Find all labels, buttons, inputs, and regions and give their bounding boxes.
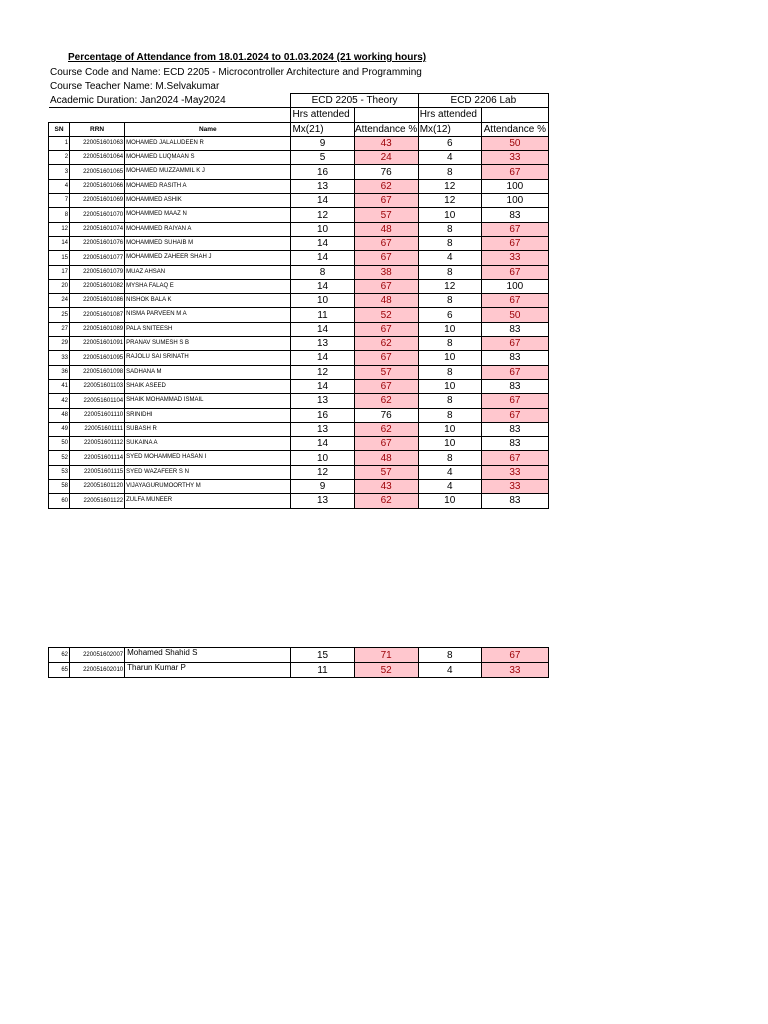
theory-hrs-cell: 9: [291, 136, 354, 150]
sn-cell: 2: [49, 151, 70, 165]
theory-pct-cell: 67: [354, 351, 418, 365]
student-name-cell: NISHOK BALA K: [125, 294, 291, 308]
lab-pct-cell: 100: [481, 179, 548, 193]
student-name-cell: MOHAMMED ZAHEER SHAH J: [125, 251, 291, 265]
theory-hrs-cell: 8: [291, 265, 354, 279]
rrn-cell: 220051601095: [70, 351, 125, 365]
table-row: [49, 251, 549, 265]
rrn-cell: 220051601074: [70, 222, 125, 236]
rrn-cell: 220051601077: [70, 251, 125, 265]
theory-pct-cell: 38: [354, 265, 418, 279]
theory-hrs-cell: 14: [291, 236, 354, 250]
sn-cell: 48: [49, 408, 70, 422]
rrn-cell: 220051601069: [70, 194, 125, 208]
theory-hrs-cell: 16: [291, 165, 354, 179]
theory-pct-cell: 57: [354, 365, 418, 379]
theory-pct-cell: 67: [354, 236, 418, 250]
lab-hrs-cell: 10: [418, 208, 481, 222]
rrn-cell: 220051601086: [70, 294, 125, 308]
sn-cell: 52: [49, 451, 70, 465]
sn-cell: 65: [49, 663, 70, 678]
theory-pct-cell: 62: [354, 494, 418, 508]
sn-cell: 62: [49, 648, 70, 663]
theory-hrs-cell: 16: [291, 408, 354, 422]
student-name-cell: MOHAMED MUZZAMMIL K J: [125, 165, 291, 179]
student-name-cell: MOHAMMED MAAZ N: [125, 208, 291, 222]
theory-hrs-attended-header: Hrs attended: [291, 108, 354, 122]
lab-hrs-cell: 8: [418, 365, 481, 379]
table-row: [49, 480, 549, 494]
lab-hrs-cell: 8: [418, 236, 481, 250]
lab-hrs-cell: 8: [418, 648, 481, 663]
theory-hrs-cell: 11: [291, 308, 354, 322]
lab-pct-cell: 50: [481, 308, 548, 322]
header-blank: [49, 108, 291, 122]
lab-hrs-cell: 4: [418, 251, 481, 265]
table-row: [49, 648, 549, 663]
sn-cell: 15: [49, 251, 70, 265]
rrn-cell: 220051601122: [70, 494, 125, 508]
lab-hrs-cell: 8: [418, 294, 481, 308]
student-name-cell: MOHAMED RASITH A: [125, 179, 291, 193]
table-row: [49, 308, 549, 322]
student-name-cell: SUKAINA A: [125, 437, 291, 451]
sn-cell: 4: [49, 179, 70, 193]
lab-hrs-cell: 4: [418, 465, 481, 479]
lab-pct-header: Attendance %: [481, 122, 548, 136]
theory-hrs-cell: 14: [291, 322, 354, 336]
sn-cell: 29: [49, 337, 70, 351]
theory-hrs-cell: 10: [291, 294, 354, 308]
theory-pct-cell: 67: [354, 437, 418, 451]
lab-hrs-cell: 10: [418, 379, 481, 393]
theory-hrs-cell: 14: [291, 437, 354, 451]
table-row: [49, 322, 549, 336]
student-name-cell: Tharun Kumar P: [125, 663, 291, 678]
student-name-cell: SYED WAZAFEER S N: [125, 465, 291, 479]
rrn-cell: 220051601076: [70, 236, 125, 250]
rrn-cell: 220051601114: [70, 451, 125, 465]
lab-pct-cell: 83: [481, 379, 548, 393]
theory-pct-cell: 76: [354, 165, 418, 179]
theory-hrs-cell: 14: [291, 279, 354, 293]
lab-pct-cell: 50: [481, 136, 548, 150]
rrn-cell: 220051601115: [70, 465, 125, 479]
table-row: [49, 351, 549, 365]
lab-hrs-cell: 10: [418, 422, 481, 436]
lab-hrs-cell: 6: [418, 136, 481, 150]
sn-cell: 49: [49, 422, 70, 436]
table-row: [49, 437, 549, 451]
theory-max-header: Mx(21): [291, 122, 354, 136]
theory-pct-cell: 24: [354, 151, 418, 165]
table-row: [49, 451, 549, 465]
lab-pct-cell: 33: [481, 465, 548, 479]
theory-pct-cell: 52: [354, 663, 418, 678]
table-row: [49, 151, 549, 165]
table-row: [49, 365, 549, 379]
rrn-cell: 220051601103: [70, 379, 125, 393]
rrn-cell: 220051601082: [70, 279, 125, 293]
lab-pct-cell: 67: [481, 337, 548, 351]
table-row: [49, 165, 549, 179]
theory-hrs-cell: 11: [291, 663, 354, 678]
student-name-cell: MYSHA FALAQ E: [125, 279, 291, 293]
theory-pct-cell: 67: [354, 279, 418, 293]
student-name-cell: VIJAYAGURUMOORTHY M: [125, 480, 291, 494]
table-row: [49, 422, 549, 436]
lab-section-header: ECD 2206 Lab: [418, 94, 548, 108]
theory-pct-cell: 43: [354, 136, 418, 150]
attendance-title: Percentage of Attendance from 18.01.2024 to 01.03.2024 (21 working hours): [68, 52, 427, 63]
rrn-cell: 220051601063: [70, 136, 125, 150]
student-name-cell: Mohamed Shahid S: [125, 648, 291, 663]
rrn-cell: 220051601111: [70, 422, 125, 436]
lab-hrs-cell: 8: [418, 408, 481, 422]
lab-hrs-cell: 4: [418, 480, 481, 494]
table-row: [49, 236, 549, 250]
sn-cell: 25: [49, 308, 70, 322]
lab-pct-cell: 83: [481, 494, 548, 508]
lab-pct-cell: 33: [481, 663, 548, 678]
theory-pct-cell: 52: [354, 308, 418, 322]
academic-duration: Academic Duration: Jan2024 -May2024: [50, 95, 226, 106]
sn-cell: 53: [49, 465, 70, 479]
student-name-cell: MOHAMED JALALUDEEN R: [125, 136, 291, 150]
lab-hrs-cell: 10: [418, 351, 481, 365]
student-name-cell: MUAZ AHSAN: [125, 265, 291, 279]
student-name-cell: SHAIK MOHAMMAD ISMAIL: [125, 394, 291, 408]
student-name-cell: MOHAMMED SUHAIB M: [125, 236, 291, 250]
theory-pct-cell: 62: [354, 337, 418, 351]
sn-cell: 50: [49, 437, 70, 451]
theory-hrs-cell: 13: [291, 394, 354, 408]
rrn-cell: 220051601089: [70, 322, 125, 336]
lab-pct-cell: 83: [481, 351, 548, 365]
sn-cell: 36: [49, 365, 70, 379]
theory-pct-cell: 62: [354, 422, 418, 436]
theory-section-header: ECD 2205 - Theory: [291, 94, 418, 108]
lab-pct-cell: 100: [481, 279, 548, 293]
theory-pct-cell: 62: [354, 179, 418, 193]
lab-hrs-cell: 4: [418, 663, 481, 678]
lab-pct-cell: 67: [481, 265, 548, 279]
theory-hrs-cell: 10: [291, 222, 354, 236]
table-row: [49, 136, 549, 150]
table-row: [49, 179, 549, 193]
theory-pct-cell: 43: [354, 480, 418, 494]
theory-pct-cell: 48: [354, 294, 418, 308]
sn-cell: 12: [49, 222, 70, 236]
lab-hrs-cell: 8: [418, 451, 481, 465]
student-name-cell: PRANAV SUMESH S B: [125, 337, 291, 351]
theory-pct-cell: 57: [354, 465, 418, 479]
table-row: [49, 465, 549, 479]
table-row: [49, 337, 549, 351]
table-row: [49, 394, 549, 408]
theory-hrs-cell: 15: [291, 648, 354, 663]
theory-pct-header: Attendance %: [355, 123, 418, 135]
lab-pct-cell: 67: [481, 222, 548, 236]
rrn-cell: 220051601079: [70, 265, 125, 279]
table-row: [49, 379, 549, 393]
sn-cell: 24: [49, 294, 70, 308]
theory-pct-cell: 48: [354, 222, 418, 236]
theory-hrs-cell: 13: [291, 179, 354, 193]
student-name-cell: SADHANA M: [125, 365, 291, 379]
theory-hrs-cell: 12: [291, 208, 354, 222]
theory-pct-cell: 62: [354, 394, 418, 408]
theory-pct-header-top: [354, 108, 418, 122]
theory-hrs-cell: 10: [291, 451, 354, 465]
table-row: [49, 408, 549, 422]
sn-cell: 33: [49, 351, 70, 365]
course-code-name: Course Code and Name: ECD 2205 - Microcontroller Architecture and Programming: [50, 67, 422, 78]
student-name-cell: PALA SNITEESH: [125, 322, 291, 336]
rrn-cell: 220051601091: [70, 337, 125, 351]
sn-cell: 8: [49, 208, 70, 222]
lab-hrs-cell: 10: [418, 494, 481, 508]
theory-pct-cell: 57: [354, 208, 418, 222]
theory-hrs-cell: 14: [291, 351, 354, 365]
attendance-table: [48, 93, 549, 509]
lab-pct-header-top: [481, 108, 548, 122]
student-name-cell: SHAIK ASEED: [125, 379, 291, 393]
lab-hrs-cell: 4: [418, 151, 481, 165]
theory-pct-cell: 67: [354, 322, 418, 336]
student-name-cell: SUBASH R: [125, 422, 291, 436]
student-name-cell: SRINIDHI: [125, 408, 291, 422]
lab-hrs-cell: 8: [418, 222, 481, 236]
additional-students-table: [48, 647, 549, 678]
rrn-cell: 220051601064: [70, 151, 125, 165]
sn-cell: 17: [49, 265, 70, 279]
theory-hrs-cell: 5: [291, 151, 354, 165]
theory-pct-cell: 67: [354, 379, 418, 393]
theory-pct-cell: 48: [354, 451, 418, 465]
sn-cell: 58: [49, 480, 70, 494]
name-header: Name: [125, 122, 291, 136]
lab-hrs-cell: 8: [418, 394, 481, 408]
rrn-cell: 220051601065: [70, 165, 125, 179]
rrn-cell: 220051602010: [70, 663, 125, 678]
lab-pct-cell: 83: [481, 422, 548, 436]
theory-pct-cell: 67: [354, 251, 418, 265]
rrn-cell: 220051601066: [70, 179, 125, 193]
table-row: [49, 208, 549, 222]
theory-hrs-cell: 13: [291, 494, 354, 508]
lab-pct-cell: 33: [481, 251, 548, 265]
theory-hrs-cell: 14: [291, 251, 354, 265]
lab-hrs-cell: 6: [418, 308, 481, 322]
theory-hrs-cell: 13: [291, 422, 354, 436]
table-row: [49, 194, 549, 208]
table-row: [49, 222, 549, 236]
course-teacher-name: Course Teacher Name: M.Selvakumar: [50, 81, 220, 92]
lab-pct-cell: 100: [481, 194, 548, 208]
sn-cell: 41: [49, 379, 70, 393]
lab-pct-cell: 33: [481, 480, 548, 494]
student-name-cell: ZULFA MUNEER: [125, 494, 291, 508]
rrn-cell: 220051601104: [70, 394, 125, 408]
lab-pct-cell: 33: [481, 151, 548, 165]
sn-header: SN: [49, 122, 70, 136]
lab-max-header: Mx(12): [418, 122, 481, 136]
table-row: [49, 494, 549, 508]
header-row-sections: [49, 94, 549, 108]
header-row-columns: [49, 122, 549, 136]
rrn-cell: 220051601070: [70, 208, 125, 222]
lab-hrs-cell: 10: [418, 322, 481, 336]
lab-hrs-cell: 12: [418, 279, 481, 293]
theory-hrs-cell: 14: [291, 379, 354, 393]
theory-pct-cell: 71: [354, 648, 418, 663]
lab-pct-cell: 67: [481, 236, 548, 250]
rrn-cell: 220051601112: [70, 437, 125, 451]
lab-pct-cell: 83: [481, 322, 548, 336]
theory-hrs-cell: 12: [291, 465, 354, 479]
lab-pct-cell: 67: [481, 165, 548, 179]
student-name-cell: SYED MOHAMMED HASAN I: [125, 451, 291, 465]
lab-hrs-attended-header: Hrs attended: [418, 108, 481, 122]
table-row: [49, 279, 549, 293]
sn-cell: 14: [49, 236, 70, 250]
student-name-cell: NISMA PARVEEN M A: [125, 308, 291, 322]
rrn-cell: 220051602007: [70, 648, 125, 663]
header-blank: [49, 94, 291, 108]
lab-hrs-cell: 8: [418, 165, 481, 179]
sn-cell: 27: [49, 322, 70, 336]
rrn-cell: 220051601110: [70, 408, 125, 422]
theory-hrs-cell: 14: [291, 194, 354, 208]
sn-cell: 7: [49, 194, 70, 208]
student-name-cell: RAJOLU SAI SRINATH: [125, 351, 291, 365]
student-name-cell: MOHAMMED ASHIK: [125, 194, 291, 208]
student-name-cell: MOHAMED LUQMAAN S: [125, 151, 291, 165]
lab-pct-cell: 67: [481, 408, 548, 422]
lab-pct-cell: 67: [481, 648, 548, 663]
sn-cell: 20: [49, 279, 70, 293]
lab-pct-cell: 83: [481, 437, 548, 451]
rrn-cell: 220051601098: [70, 365, 125, 379]
sn-cell: 42: [49, 394, 70, 408]
table-row: [49, 294, 549, 308]
theory-pct-cell: 76: [354, 408, 418, 422]
lab-pct-cell: 67: [481, 451, 548, 465]
rrn-header: RRN: [70, 122, 125, 136]
rrn-cell: 220051601120: [70, 480, 125, 494]
table-row: [49, 663, 549, 678]
lab-pct-cell: 67: [481, 365, 548, 379]
student-name-cell: MOHAMMED RAIYAN A: [125, 222, 291, 236]
rrn-cell: 220051601087: [70, 308, 125, 322]
lab-hrs-cell: 12: [418, 179, 481, 193]
lab-pct-cell: 67: [481, 294, 548, 308]
theory-pct-cell: 67: [354, 194, 418, 208]
header-row-hrs: [49, 108, 549, 122]
lab-hrs-cell: 8: [418, 265, 481, 279]
theory-hrs-cell: 9: [291, 480, 354, 494]
lab-pct-cell: 67: [481, 394, 548, 408]
sn-cell: 1: [49, 136, 70, 150]
lab-pct-cell: 83: [481, 208, 548, 222]
sn-cell: 60: [49, 494, 70, 508]
lab-hrs-cell: 10: [418, 437, 481, 451]
theory-hrs-cell: 12: [291, 365, 354, 379]
lab-hrs-cell: 12: [418, 194, 481, 208]
theory-hrs-cell: 13: [291, 337, 354, 351]
sn-cell: 3: [49, 165, 70, 179]
table-row: [49, 265, 549, 279]
lab-hrs-cell: 8: [418, 337, 481, 351]
